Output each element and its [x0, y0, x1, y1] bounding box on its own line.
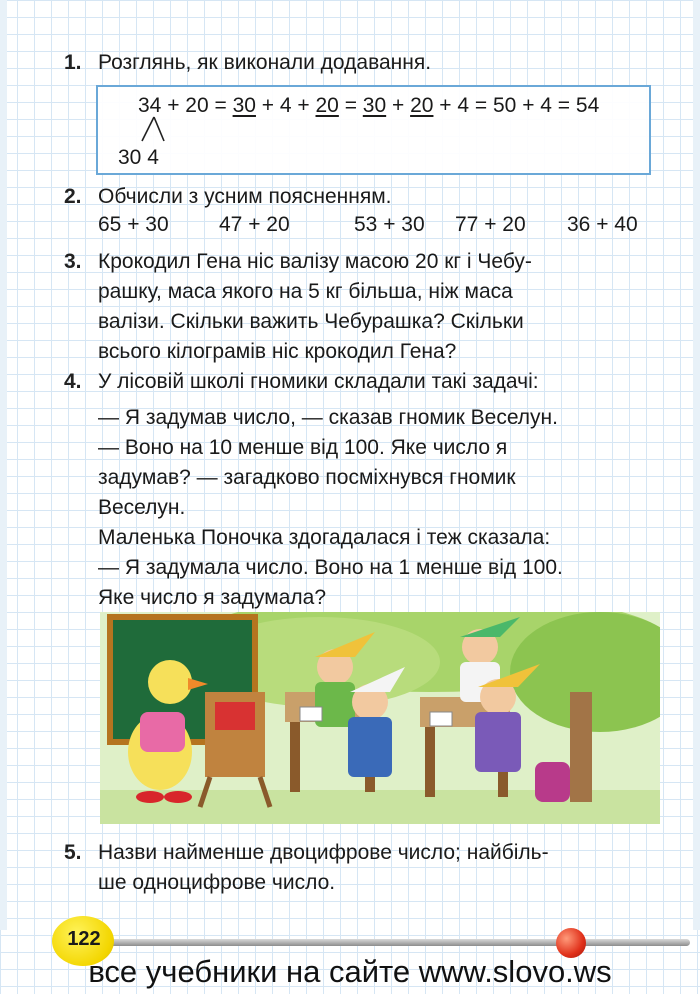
expression-item: 36 + 40	[567, 213, 638, 236]
task-intro: У лісовій школі гномики складали такі задачі:	[98, 370, 539, 393]
expression-item: 47 + 20	[219, 213, 290, 236]
expr-part-underlined: 30	[232, 94, 256, 117]
text-line: ше одноцифрове число.	[98, 871, 336, 894]
text-line: Веселун.	[98, 496, 186, 519]
task-number: 2.	[64, 185, 82, 208]
addition-expression	[138, 91, 599, 121]
expression-item: 53 + 30	[354, 213, 425, 236]
split-right: 4	[147, 146, 159, 169]
expr-part-underlined: 30	[362, 94, 387, 117]
text-line: рашку, маса якого на 5 кг більша, ніж маса	[98, 280, 513, 303]
expr-part-underlined: 20	[410, 94, 434, 117]
text-line: всього кілограмів ніс крокодил Гена?	[98, 340, 457, 363]
text-line: — Я задумав число, — сказав гномик Веселун.	[98, 406, 558, 429]
expr-part-underlined: 20	[315, 94, 339, 117]
task-number: 3.	[64, 250, 82, 273]
expr-part: +	[386, 94, 411, 117]
task-number: 4.	[64, 370, 82, 393]
text-line: Назви найменше двоцифрове число; найбіль-	[98, 841, 549, 864]
split-left: 30	[118, 146, 142, 169]
text-line: задумав? — загадково посміхнувся гномик	[98, 466, 516, 489]
task-text: Розглянь, як виконали додавання.	[98, 51, 432, 74]
story-text	[98, 403, 658, 613]
page-edge-right	[693, 0, 700, 930]
forest-school-illustration	[100, 612, 660, 824]
expression-item: 65 + 30	[98, 213, 169, 236]
text-line: Яке число я задумала?	[98, 586, 327, 609]
expr-part: =	[338, 94, 363, 117]
expr-part: 34 + 20 =	[138, 94, 233, 117]
page-number: 122	[67, 928, 101, 950]
text-line: — Воно на 10 менше від 100. Яке число я	[98, 436, 508, 459]
expression-item: 77 + 20	[455, 213, 526, 236]
task-text: Обчисли з усним поясненням.	[98, 185, 392, 208]
task-text	[98, 247, 658, 367]
text-line: — Я задумала число. Воно на 1 менше від 100.	[98, 556, 563, 579]
addition-example-box	[96, 85, 651, 175]
task-number: 1.	[64, 51, 82, 74]
footer-bar	[95, 939, 690, 946]
task-number: 5.	[64, 841, 82, 864]
expr-part: + 4 +	[255, 94, 316, 117]
text-line: Крокодил Гена ніс валізу масою 20 кг і Чебу-	[98, 250, 532, 273]
text-line: валізи. Скільки важить Чебурашка? Скільки	[98, 310, 524, 333]
text-line: Маленька Поночка здогадалася і теж сказала:	[98, 526, 551, 549]
task-text	[98, 838, 658, 898]
page-edge-left	[0, 0, 7, 930]
expr-part: + 4 = 50 + 4 = 54	[433, 94, 600, 117]
decomposition-branch-icon	[134, 115, 174, 143]
site-caption: все учебники на сайте www.slovo.ws	[88, 954, 612, 989]
decomposition-parts	[118, 143, 159, 173]
